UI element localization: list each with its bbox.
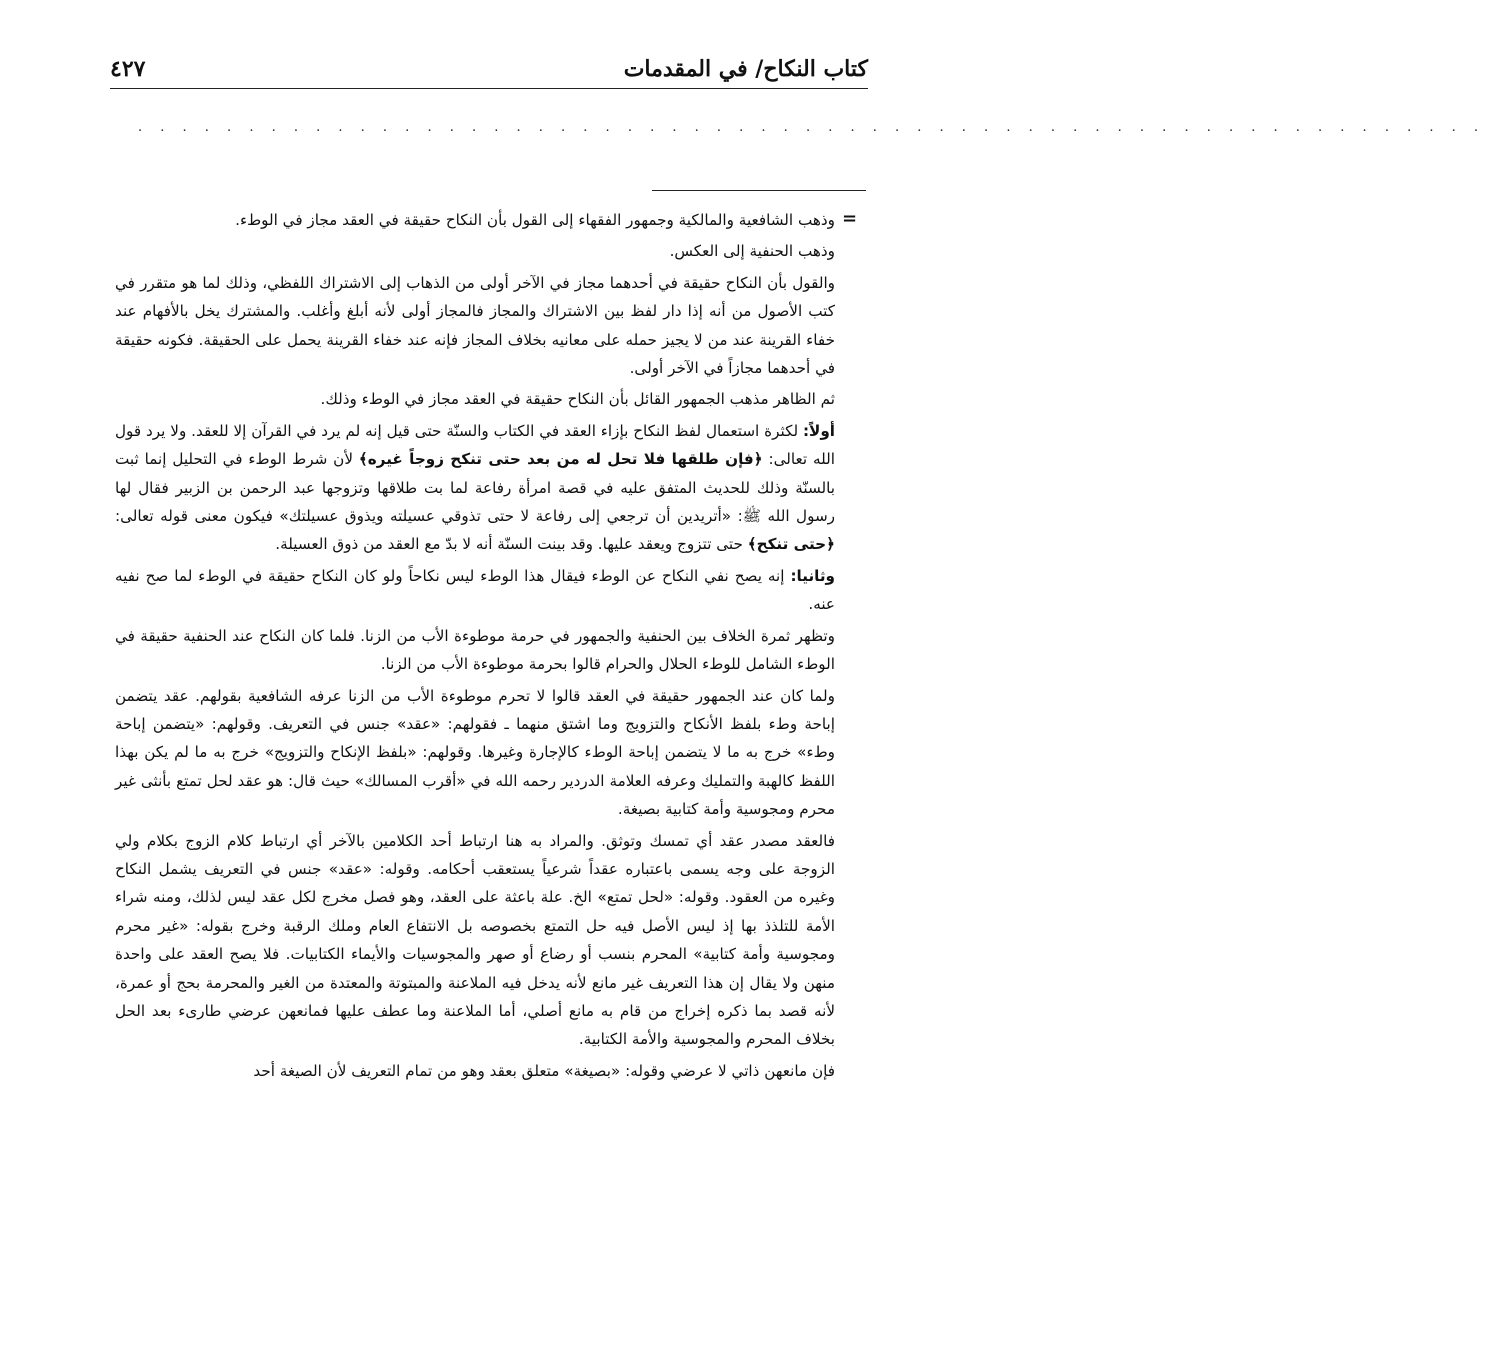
text-run: لأن شرط الوطء في التحليل إنما ثبت بالسنّة وذلك للحديث المتفق عليه في قصة امرأة رفاعة لما بت طلاقها وتزوجها عبد الرحمن بن الزبير فقال لها رسول الله ﷺ: «أتريدين أن ترجعي إلى رفاعة لا حتى تذوقي عسيلته ويذوق عسيلتك» فيكون معنى قوله تعالى:: [115, 450, 835, 526]
text-run: لكثرة استعمال لفظ النكاح بإزاء العقد في الكتاب والسنّة حتى قيل إنه لم يرد في القرآن إلا للعقد. ولا يرد قول الله تعالى:: [115, 421, 836, 469]
page-number: ٤٢٧: [110, 56, 146, 82]
paragraph-second: [115, 562, 835, 619]
dotted-separator: . . . . . . . . . . . . . . . . . . . . . . . . . . . . . . . . . . . . . . . . . . . . . . . . . . . . . . . . . . . . .: [138, 120, 1485, 135]
paragraph: وذهب الشافعية والمالكية وجمهور الفقهاء إلى القول بأن النكاح حقيقة في العقد مجاز في الوطء.: [235, 211, 835, 229]
paragraph: ثم الظاهر مذهب الجمهور القائل بأن النكاح حقيقة في العقد مجاز في الوطء وذلك.: [320, 390, 835, 409]
footnote-rule: [652, 190, 866, 191]
page-header: [110, 42, 868, 89]
paragraph-lead: أولاً:: [802, 421, 835, 440]
paragraph: والقول بأن النكاح حقيقة في أحدهما مجاز في الآخر أولى من الذهاب إلى الاشتراك اللفظي، وذلك لما هو متقرر في كتب الأصول من أنه إذا دار لفظ بين الاشتراك والمجاز فالمجاز أولى لأنه أبلغ وأغلب. والمشترك يخل بالأفهام عند خفاء القرينة عند من لا يجيز حمله على معانيه بخلاف المجاز فإنه عند خفاء القرينة يحمل على الحقيقة. فكونه حقيقة في أحدهما مجازاً في الآخر أولى.: [115, 273, 835, 378]
quran-verse: ﴿فإن طلقها فلا تحل له من بعد حتى تنكح زوجاً غيره﴾: [358, 450, 763, 469]
paragraph-first: [115, 417, 835, 559]
paragraph: ولما كان عند الجمهور حقيقة في العقد قالوا لا تحرم موطوءة الأب من الزنا عرفه الشافعية بقولهم. عقد يتضمن إباحة وطء بلفظ الأنكاح والتزويج وما اشتق منهما ـ فقولهم: «عقد» جنس في التعريف. وقولهم: «يتضمن إباحة وطء» خرج به ما لا يتضمن إباحة الوطء كالإجارة وغيرها. وقولهم: «بلفظ الإنكاح والتزويج» خرج به ما لم يكن بهذا اللفظ كالهبة والتمليك وعرفه العلامة الدردير رحمه الله في «أقرب المسالك» حيث قال: هو عقد لحل تمتع بأنثى غير محرم ومجوسية وأمة كتابية بصيغة.: [115, 686, 835, 819]
continuation-mark: =: [842, 208, 858, 229]
text-run: إنه يصح نفي النكاح عن الوطء فيقال هذا الوطء ليس نكاحاً ولو كان النكاح حقيقة في الوطء لما صح نفيه عنه.: [115, 566, 835, 614]
paragraph-lead: وثانيا:: [790, 566, 835, 585]
running-title: كتاب النكاح/ في المقدمات: [623, 56, 868, 82]
footnote-body: [115, 206, 835, 1088]
paragraph: وذهب الحنفية إلى العكس.: [669, 242, 835, 261]
paragraph: فالعقد مصدر عقد أي تمسك وتوثق. والمراد به هنا ارتباط أحد الكلامين بالآخر أي ارتباط كلام الزوج بكلام ولي الزوجة على وجه يسمى باعتباره عقداً شرعياً يستعقب أحكامه. وقوله: «عقد» جنس في التعريف يشمل النكاح وغيره من العقود. وقوله: «لحل تمتع» الخ. علة باعثة على العقد، وهو فصل مخرج لكل عقد ليس لذلك، ومنه شراء الأمة للتلذذ بها إذ ليس الأصل فيه حل التمتع بخصوصه بل الانتفاع العام وملك الرقبة وخرج بقوله: «غير محرم ومجوسية وأمة كتابية» المحرم بنسب أو رضاع أو صهر والمجوسيات والأيماء الكتابيات. فلا يصح العقد على واحدة منهن ولا يقال إن هذا التعريف غير مانع لأنه يدخل فيه الملاعنة والمبتوتة والمعتدة من الغير والمحرمة بحج أو عمرة، لأنه قصد بما ذكره إخراج من قام به مانع أصلي، أما الملاعنة وما عطف عليها فمانعهن عرضي طارىء بعد الحل بخلاف المحرم والمجوسية والأمة الكتابية.: [115, 831, 835, 1049]
text-run: حتى تتزوج ويعقد عليها. وقد بينت السنّة أنه لا بدّ مع العقد من ذوق العسيلة.: [275, 535, 748, 554]
paragraph: وتظهر ثمرة الخلاف بين الحنفية والجمهور في حرمة موطوءة الأب من الزنا. فلما كان النكاح عند الحنفية حقيقة في الوطء الشامل للوطء الحلال والحرام قالوا بحرمة موطوءة الأب من الزنا.: [115, 626, 835, 674]
quran-verse: ﴿حتى تنكح﴾: [747, 535, 835, 554]
paragraph: فإن مانعهن ذاتي لا عرضي وقوله: «بصيغة» متعلق بعقد وهو من تمام التعريف لأن الصيغة أحد: [253, 1061, 835, 1080]
